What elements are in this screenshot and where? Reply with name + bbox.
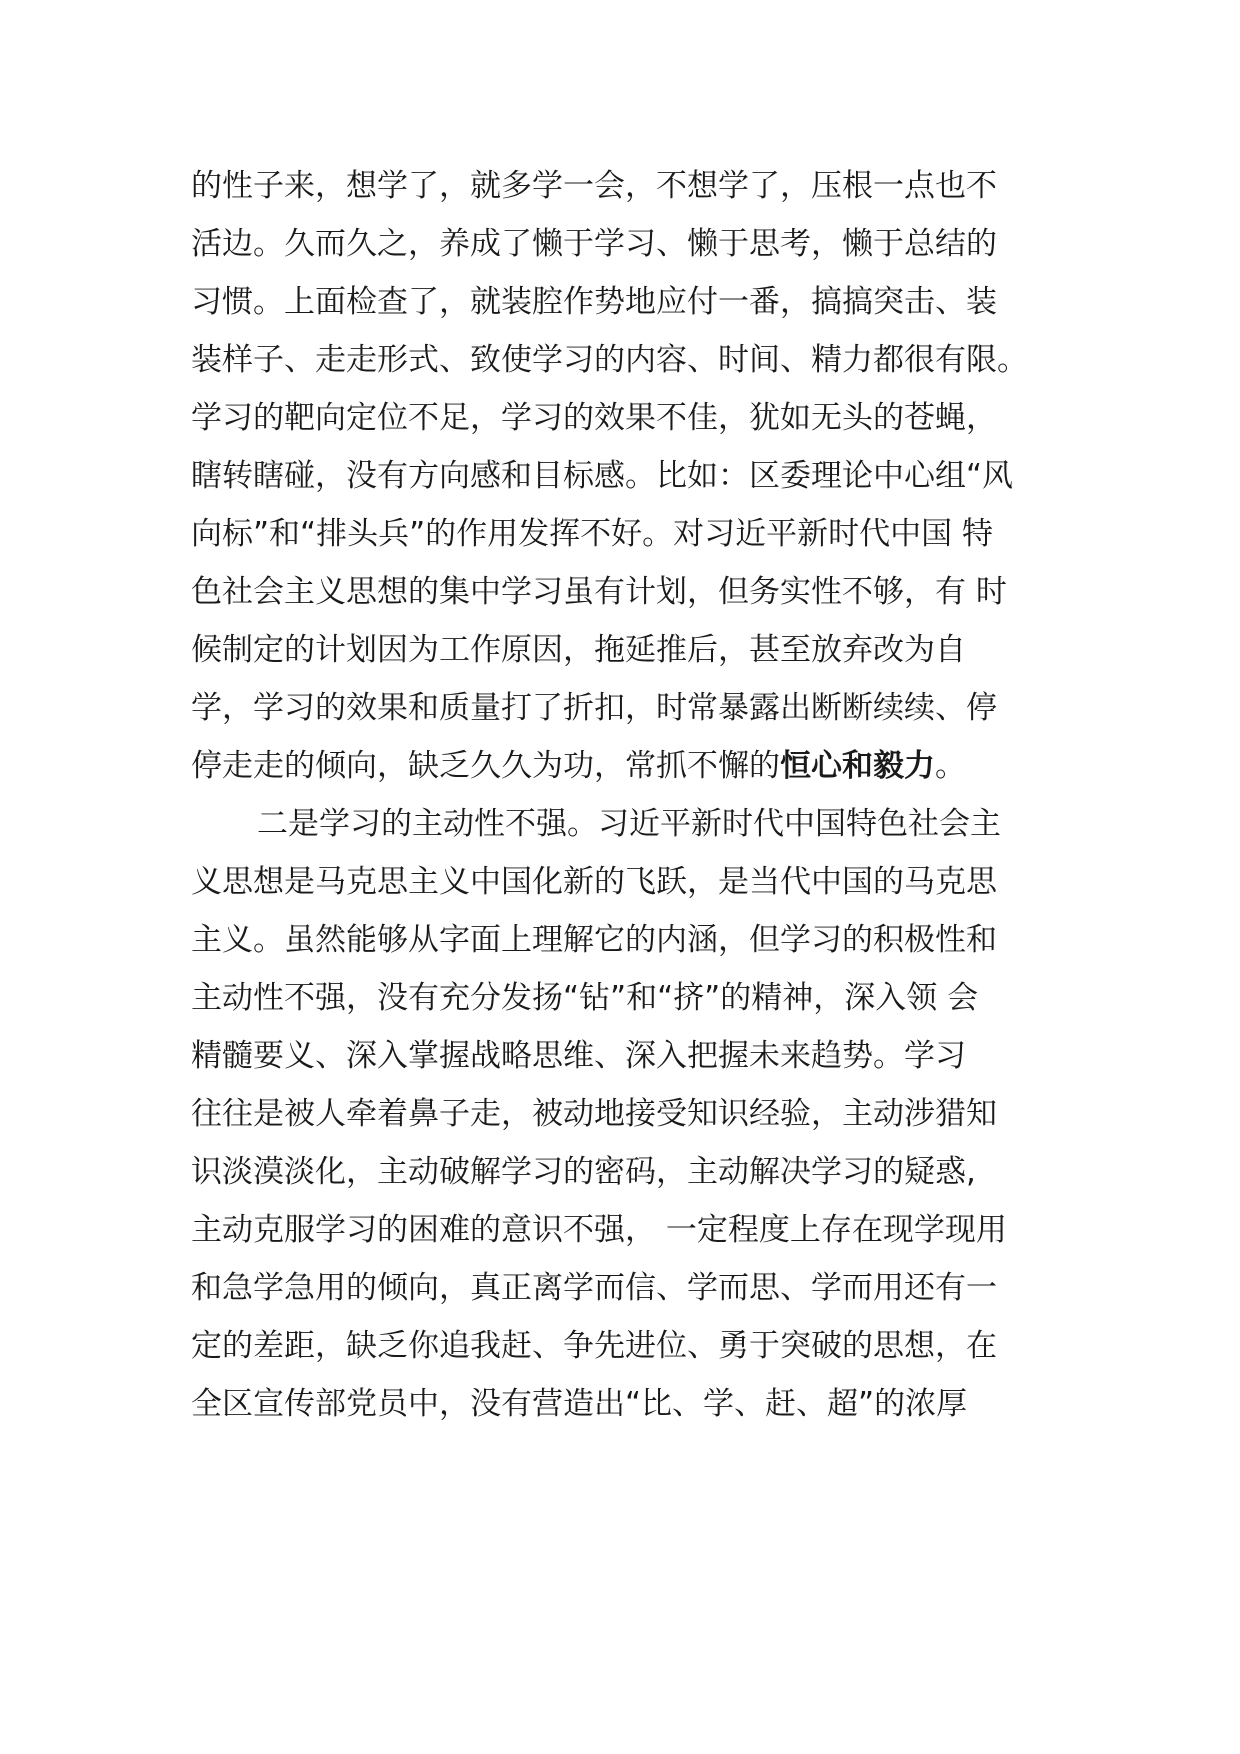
text-line: 活边。久而久之，养成了懒于学习、懒于思考，懒于总结的 — [191, 226, 997, 262]
text-line: 定的差距，缺乏你追我赶、争先进位、勇于突破的思想，在 — [191, 1328, 997, 1364]
text-line: 全区宣传部党员中，没有营造出“比、学、赶、超”的浓厚 — [191, 1386, 968, 1422]
bold-text: 恒心和毅力 — [780, 748, 935, 784]
text-line: 学习的靶向定位不足，学习的效果不佳，犹如无头的苍蝇， — [191, 400, 997, 436]
text-line: 精髓要义、深入掌握战略思维、深入把握未来趋势。学习 — [191, 1038, 966, 1074]
text-line: 主义。虽然能够从字面上理解它的内涵，但学习的积极性和 — [191, 922, 997, 958]
text-line-first: 二是学习的主动性不强。习近平新时代中国特色社会主 — [257, 806, 1001, 842]
text-line: 识淡漠淡化，主动破解学习的密码，主动解决学习的疑惑, — [191, 1154, 976, 1190]
text-line: 主动性不强，没有充分发扬“钻”和“挤”的精神，深入领 会 — [191, 980, 979, 1016]
paragraph-1 — [191, 157, 1071, 795]
text-line: 色社会主义思想的集中学习虽有计划，但务实性不够，有 时 — [191, 574, 1007, 610]
text-line: 主动克服学习的困难的意识不强， 一定程度上存在现学现用 — [191, 1212, 1007, 1248]
text-line: 瞎转瞎碰，没有方向感和目标感。比如：区委理论中心组“风 — [191, 458, 1014, 494]
text-line: 习惯。上面检查了，就装腔作势地应付一番，搞搞突击、装 — [191, 284, 997, 320]
text-line: 候制定的计划因为工作原因，拖延推后，甚至放弃改为自 — [191, 632, 966, 668]
text-line-last — [191, 737, 1071, 795]
text-line: 往往是被人牵着鼻子走，被动地接受知识经验，主动涉猎知 — [191, 1096, 997, 1132]
text-line: 装样子、走走形式、致使学习的内容、时间、精力都很有限。 — [191, 342, 1028, 378]
text-line: 的性子来，想学了，就多学一会，不想学了，压根一点也不 — [191, 168, 997, 204]
text-fragment: 。 — [935, 748, 966, 784]
paragraph-2 — [191, 795, 1071, 1433]
text-line: 学，学习的效果和质量打了折扣，时常暴露出断断续续、停 — [191, 690, 997, 726]
text-fragment: 停走走的倾向，缺乏久久为功，常抓不懈的 — [191, 748, 780, 784]
body-text — [191, 157, 1071, 1433]
text-line: 义思想是马克思主义中国化新的飞跃，是当代中国的马克思 — [191, 864, 997, 900]
text-line: 和急学急用的倾向，真正离学而信、学而思、学而用还有一 — [191, 1270, 997, 1306]
text-line: 向标”和“排头兵”的作用发挥不好。对习近平新时代中国 特 — [191, 516, 994, 552]
